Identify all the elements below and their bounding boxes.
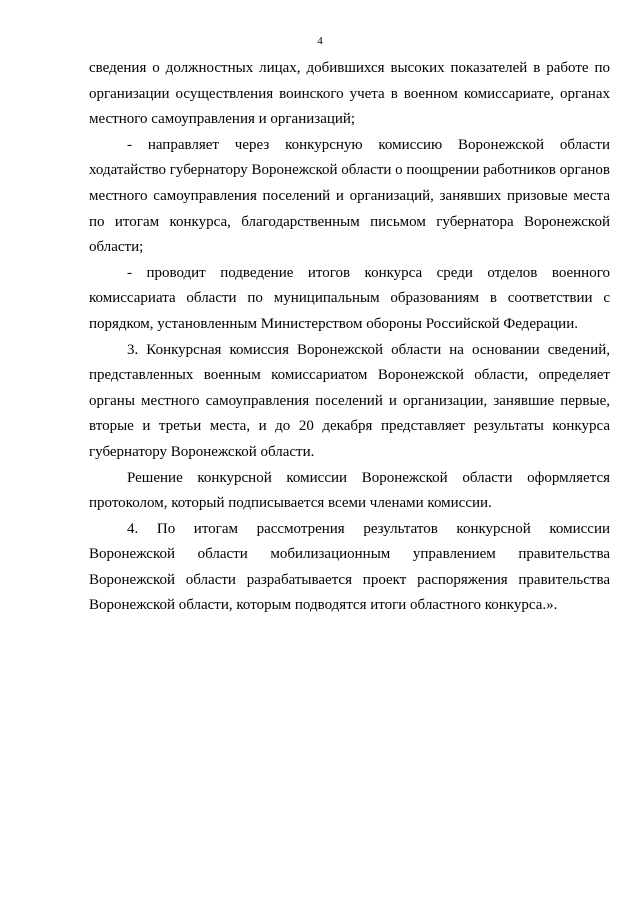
paragraph-item-4: 4. По итогам рассмотрения результатов конкурсной комиссии Воронежской области мобилизационным управлением правительства Воронежской области разрабатывается проект распоряжения правительства Воронежской области, которым подводятся итоги областного конкурса.». <box>89 520 610 614</box>
paragraph-decision: Решение конкурсной комиссии Воронежской области оформляется протоколом, который подписывается всеми членами комиссии. <box>89 469 610 512</box>
paragraph-item-3: 3. Конкурсная комиссия Воронежской области на основании сведений, представленных военным комиссариатом Воронежской области, определяет органы местного самоуправления поселений и организации, занявшие первые, вторые и третьи места, и до 20 декабря представляет результаты конкурса губернатору Воронежской области. <box>89 341 610 460</box>
paragraph-continuation: сведения о должностных лицах, добившихся высоких показателей в работе по организации осуществления воинского учета в военном комиссариате, органах местного самоуправления и организаций; <box>89 60 610 128</box>
paragraph-bullet-summary: - проводит подведение итогов конкурса среди отделов военного комиссариата области по муниципальным образованиям в соответствии с порядком, установленным Министерством обороны Российской Федерации. <box>89 264 610 332</box>
paragraph-bullet-petition: - направляет через конкурсную комиссию Воронежской области ходатайство губернатору Воронежской области о поощрении работников органов местного самоуправления поселений и организаций, занявших призовые места по итогам конкурса, благодарственным письмом губернатора Воронежской области; <box>89 136 610 256</box>
document-body <box>89 56 610 619</box>
page-number: 4 <box>317 35 323 47</box>
